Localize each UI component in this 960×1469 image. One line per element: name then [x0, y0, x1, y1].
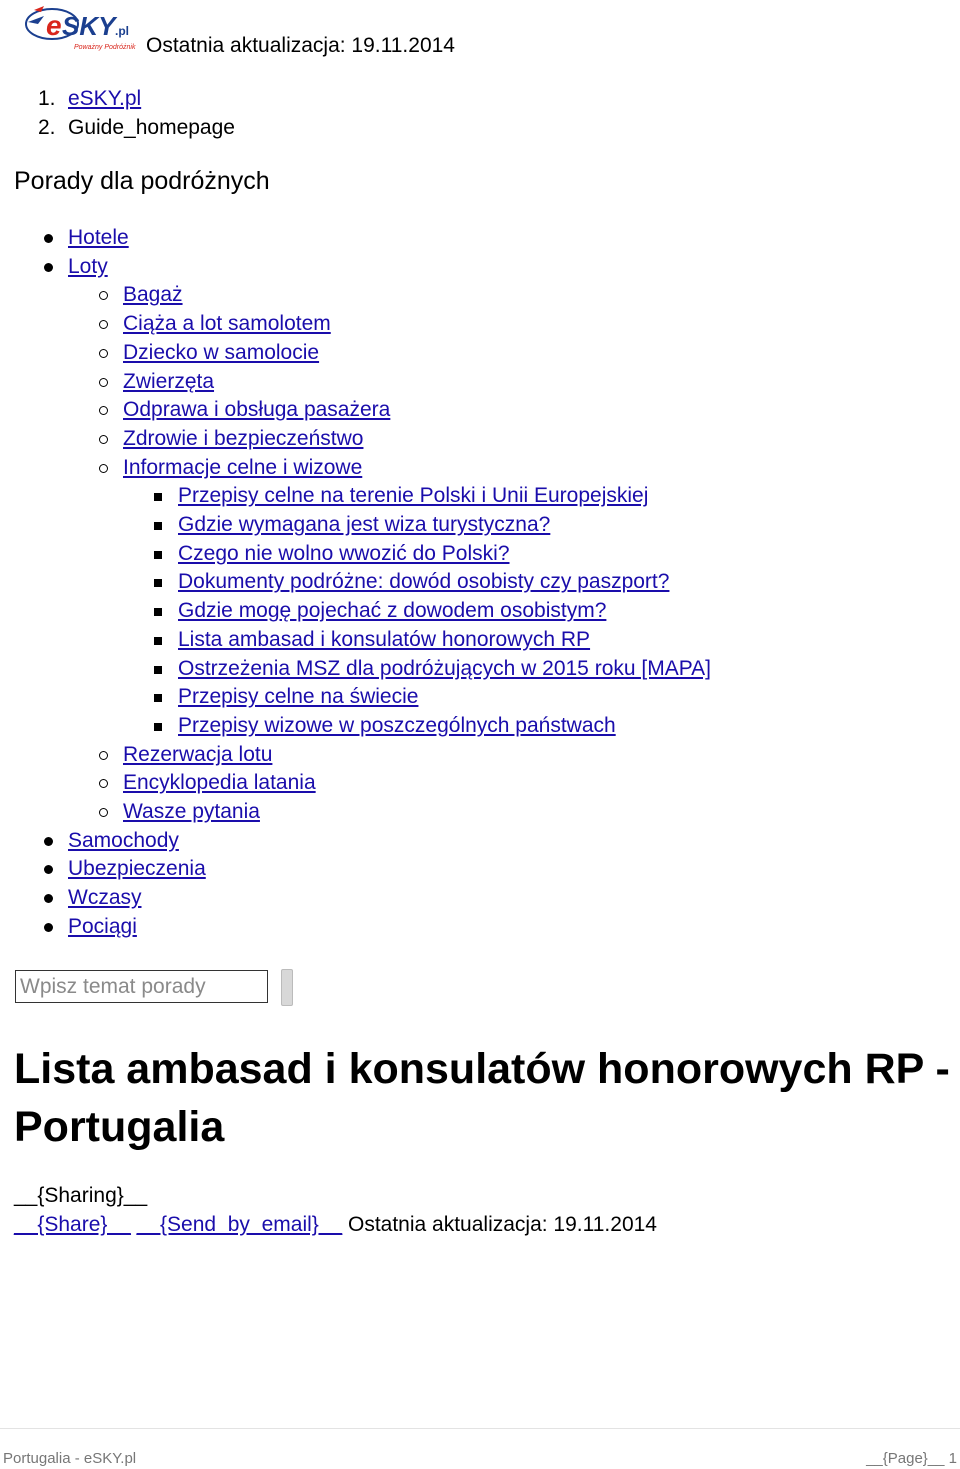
- share-link[interactable]: __{Share}__: [14, 1213, 131, 1236]
- nav-link-rezerwacja[interactable]: Rezerwacja lotu: [123, 742, 273, 766]
- nav-link-zwierzeta[interactable]: Zwierzęta: [123, 369, 215, 393]
- nav-link-ambasady[interactable]: Lista ambasad i konsulatów honorowych RP: [178, 627, 591, 651]
- breadcrumb-item: [38, 84, 235, 113]
- nav-link-ubezpieczenia[interactable]: Ubezpieczenia: [68, 857, 206, 881]
- nav-link-przepisy-polska[interactable]: Przepisy celne na terenie Polski i Unii Europejskiej: [178, 484, 649, 508]
- footer-page-number: __{Page}__ 1: [866, 1450, 957, 1467]
- svg-text:SKY: SKY: [62, 11, 116, 41]
- nav-link-dokumenty[interactable]: Dokumenty podróżne: dowód osobisty czy paszport?: [178, 570, 670, 594]
- search-button[interactable]: [281, 969, 293, 1006]
- nav-link-zdrowie[interactable]: Zdrowie i bezpieczeństwo: [123, 426, 364, 450]
- nav-link-czego-nie-wwozic[interactable]: Czego nie wolno wwozić do Polski?: [178, 541, 510, 565]
- svg-text:Poważny Podróżnik: Poważny Podróżnik: [74, 44, 136, 51]
- nav-link-wiza[interactable]: Gdzie wymagana jest wiza turystyczna?: [178, 513, 551, 537]
- nav-link-dowod[interactable]: Gdzie mogę pojechać z dowodem osobistym?: [178, 599, 607, 623]
- sharing-placeholder: __{Sharing}__: [14, 1184, 148, 1207]
- share-row: [14, 1213, 657, 1237]
- breadcrumb-number: 2.: [38, 116, 56, 139]
- nav-link-pytania[interactable]: Wasze pytania: [123, 800, 260, 824]
- nav-link-przepisy-swiat[interactable]: Przepisy celne na świecie: [178, 685, 419, 709]
- nav-link-ostrzezenia[interactable]: Ostrzeżenia MSZ dla podróżujących w 2015 roku [MAPA]: [178, 656, 712, 680]
- nav-link-pociagi[interactable]: Pociągi: [68, 914, 137, 938]
- nav-link-przepisy-wizowe[interactable]: Przepisy wizowe w poszczególnych państwach: [178, 713, 616, 737]
- breadcrumb-number: 1.: [38, 87, 56, 110]
- svg-text:e: e: [46, 10, 62, 41]
- breadcrumb: [38, 84, 235, 142]
- header: [0, 0, 960, 70]
- guide-nav: [0, 224, 711, 942]
- page-title: Lista ambasad i konsulatów honorowych RP - Portugalia: [14, 1045, 950, 1151]
- svg-text:.pl: .pl: [115, 24, 129, 38]
- nav-link-encyklopedia[interactable]: Encyklopedia latania: [123, 771, 316, 795]
- nav-link-loty[interactable]: Loty: [68, 254, 108, 278]
- last-update-header: Ostatnia aktualizacja: 19.11.2014: [146, 34, 455, 57]
- nav-link-samochody[interactable]: Samochody: [68, 828, 179, 852]
- breadcrumb-current: Guide_homepage: [68, 116, 235, 139]
- section-title: Porady dla podróżnych: [14, 167, 270, 195]
- nav-link-informacje[interactable]: Informacje celne i wizowe: [123, 455, 363, 479]
- breadcrumb-item: [38, 113, 235, 142]
- esky-logo[interactable]: [14, 2, 139, 54]
- nav-link-dziecko[interactable]: Dziecko w samolocie: [123, 340, 320, 364]
- footer-divider: [0, 1428, 960, 1429]
- nav-link-ciaza[interactable]: Ciąża a lot samolotem: [123, 312, 331, 336]
- nav-link-odprawa[interactable]: Odprawa i obsługa pasażera: [123, 398, 391, 422]
- send-by-email-link[interactable]: __{Send_by_email}__: [136, 1213, 343, 1236]
- nav-link-bagaz[interactable]: Bagaż: [123, 283, 183, 307]
- last-update-article: Ostatnia aktualizacja: 19.11.2014: [348, 1213, 657, 1236]
- search-input[interactable]: [15, 970, 268, 1003]
- nav-link-hotele[interactable]: Hotele: [68, 226, 129, 249]
- nav-link-wczasy[interactable]: Wczasy: [68, 886, 142, 910]
- footer-page-title: Portugalia - eSKY.pl: [3, 1450, 137, 1467]
- breadcrumb-link-esky[interactable]: eSKY.pl: [68, 87, 142, 110]
